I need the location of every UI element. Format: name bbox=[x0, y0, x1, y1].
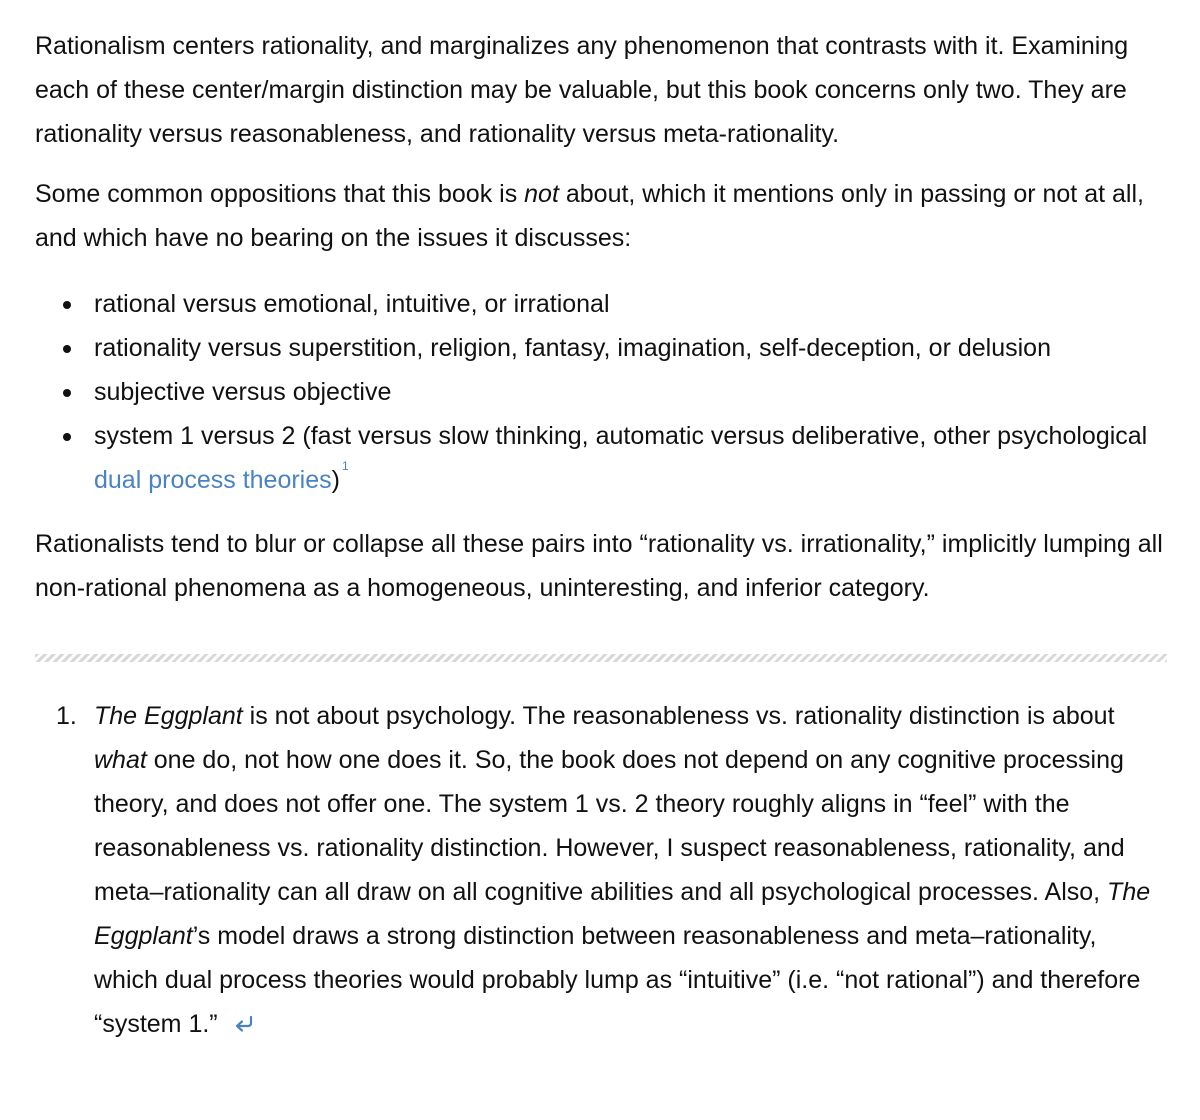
oppositions-list bbox=[35, 282, 1166, 502]
list-item: subjective versus objective bbox=[94, 370, 1166, 414]
dual-process-theories-link[interactable]: dual process theories bbox=[94, 466, 332, 494]
list-item: rational versus emotional, intuitive, or irrational bbox=[94, 282, 1166, 326]
footnotes-list bbox=[35, 694, 1166, 1046]
list-item bbox=[94, 414, 1166, 502]
footnote-item bbox=[56, 694, 1166, 1046]
paragraph-oppositions-text-before: Some common oppositions that this book is bbox=[35, 180, 525, 208]
list-item-text-before: system 1 versus 2 (fast versus slow thinking, automatic versus deliberative, other psychological bbox=[94, 422, 1148, 450]
return-arrow-icon[interactable] bbox=[232, 1014, 256, 1034]
footnote-number: 1. bbox=[56, 702, 77, 730]
book-title: The Eggplant bbox=[94, 878, 1151, 950]
footnotes-divider bbox=[35, 654, 1167, 662]
list-item: rationality versus superstition, religion, fantasy, imagination, self-deception, or delusion bbox=[94, 326, 1166, 370]
emphasis-not: not bbox=[524, 180, 559, 208]
paragraph-oppositions bbox=[35, 172, 1166, 260]
emphasis-what: what bbox=[94, 746, 147, 774]
footnote-text: ’s model draws a strong distinction between reasonableness and meta–rationality, which dual process theories would probably lump as “intuitive” (i.e. “not rational”) and therefore “system 1.” bbox=[94, 922, 1141, 1038]
footnote-reference[interactable]: 1 bbox=[341, 459, 349, 473]
paragraph-oppositions-text-after: about, which it mentions only in passing or not at all, and which have no bearing on the issues it discusses: bbox=[35, 180, 1144, 252]
book-title: The Eggplant bbox=[94, 702, 243, 730]
footnote-text: is not about psychology. The reasonableness vs. rationality distinction is about bbox=[242, 702, 1115, 730]
paragraph-rationalism: Rationalism centers rationality, and marginalizes any phenomenon that contrasts with it. Examining each of these center/margin distinction may be valuable, but this book concerns only two. They are rationality versus reasonableness, and rationality versus meta-rationality. bbox=[35, 32, 1129, 148]
paragraph-rationalists: Rationalists tend to blur or collapse all these pairs into “rationality vs. irrationality,” implicitly lumping all non-rational phenomena as a homogeneous, uninteresting, and inferior category. bbox=[35, 530, 1163, 602]
footnote-text: one do, not how one does it. So, the book does not depend on any cognitive processing theory, and does not offer one. The system 1 vs. 2 theory roughly aligns in “feel” with the reasonableness vs. rationality distinction. However, I suspect reasonableness, rationality, and meta–rationality can all draw on all cognitive abilities and all psychological processes. Also, bbox=[94, 746, 1125, 906]
list-item-text-after: ) bbox=[331, 466, 340, 494]
